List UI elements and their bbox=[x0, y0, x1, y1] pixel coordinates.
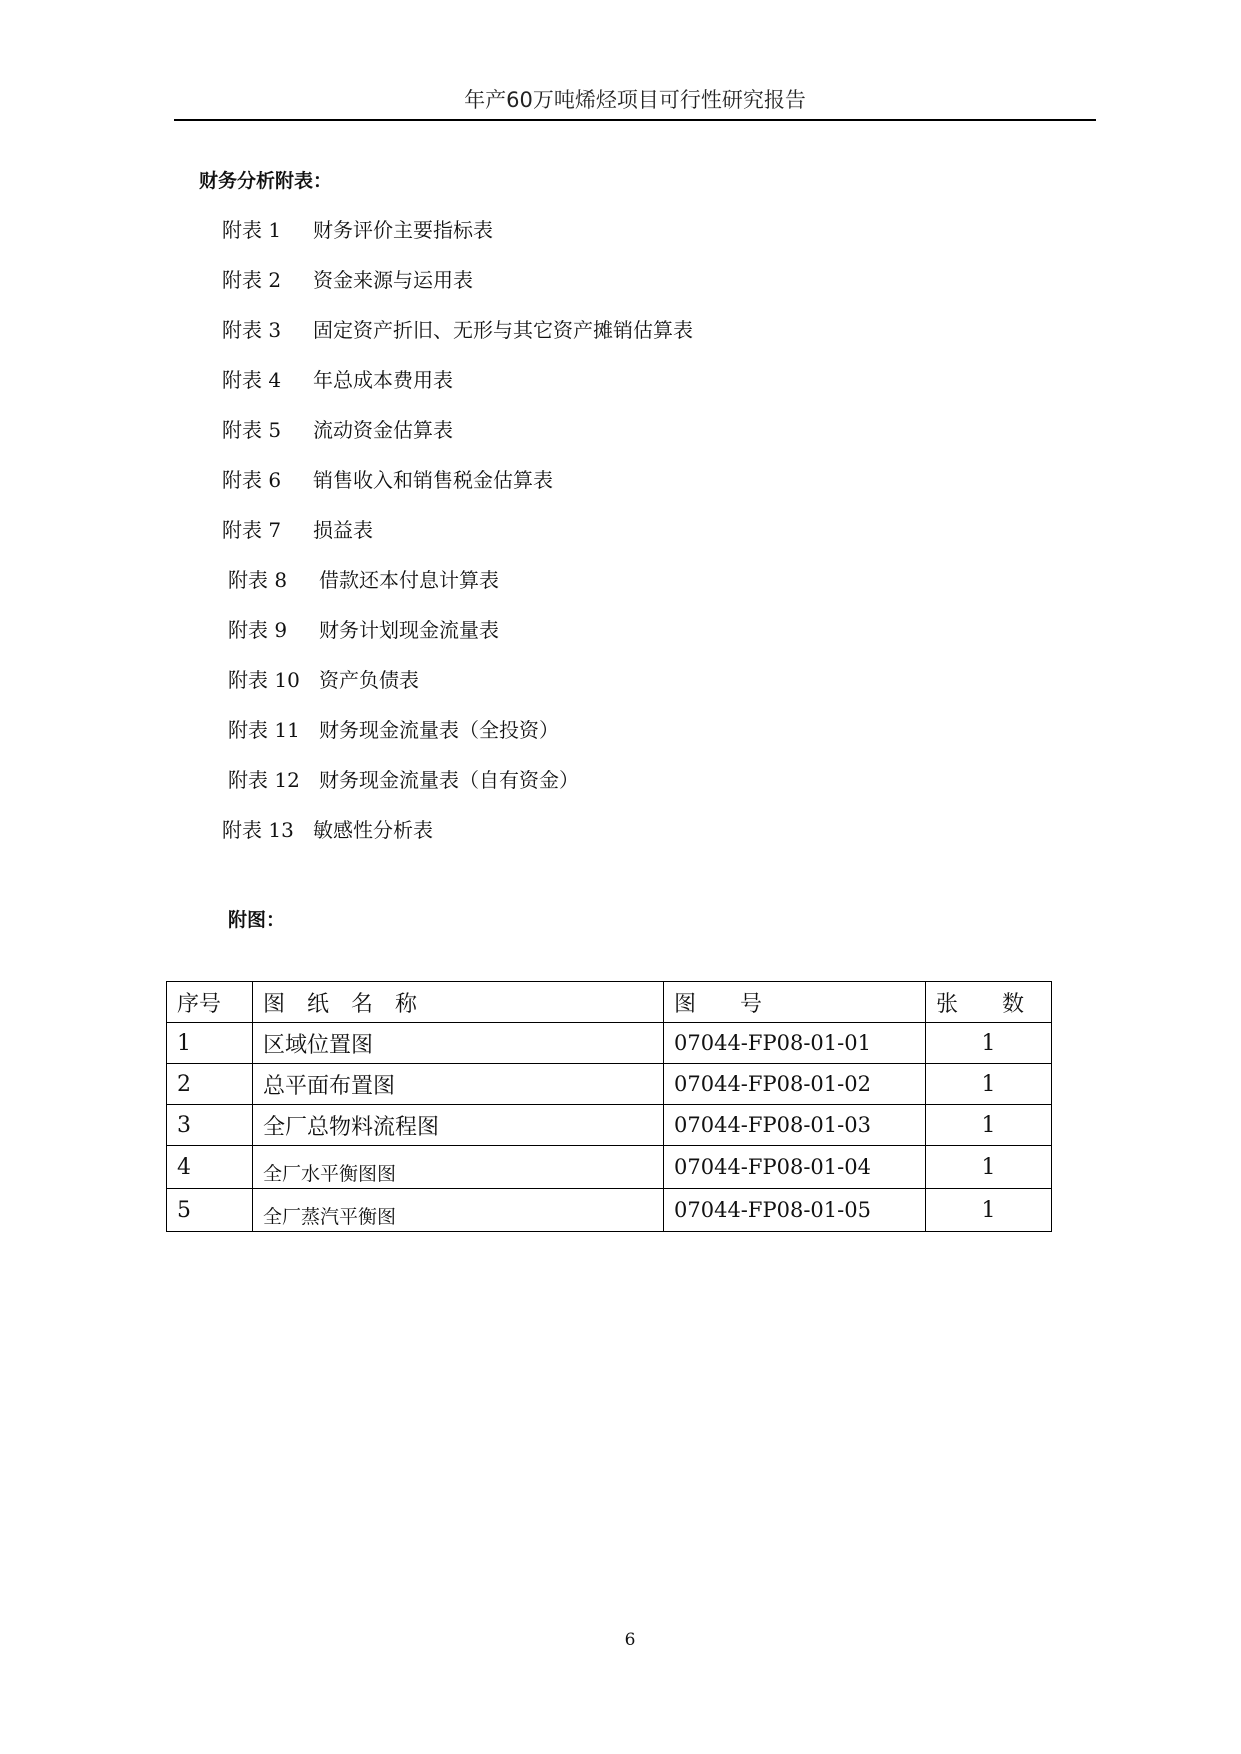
appendix-item-title: 资金来源与运用表 bbox=[313, 268, 473, 292]
table-row bbox=[167, 1105, 1052, 1146]
appendix-item-title: 销售收入和销售税金估算表 bbox=[313, 468, 553, 492]
cell-no: 4 bbox=[167, 1146, 253, 1189]
appendix-item-title: 固定资产折旧、无形与其它资产摊销估算表 bbox=[313, 318, 693, 342]
appendix-item-label: 附表 9 bbox=[228, 618, 288, 642]
page-header-title: 年产60万吨烯烃项目可行性研究报告 bbox=[464, 88, 806, 112]
table-row bbox=[167, 1023, 1052, 1064]
appendix-item-label: 附表 12 bbox=[228, 768, 300, 792]
appendix-item-label: 附表 11 bbox=[228, 718, 300, 742]
appendix-item-label: 附表 1 bbox=[222, 218, 282, 242]
cell-no: 5 bbox=[167, 1189, 253, 1232]
appendix-item-title: 财务计划现金流量表 bbox=[319, 618, 499, 642]
column-header-no: 序号 bbox=[167, 982, 253, 1023]
cell-code: 07044-FP08-01-04 bbox=[664, 1146, 926, 1189]
appendix-item-title: 损益表 bbox=[313, 518, 373, 542]
cell-code: 07044-FP08-01-03 bbox=[664, 1105, 926, 1146]
cell-name: 总平面布置图 bbox=[253, 1064, 664, 1105]
appendix-item-label: 附表 6 bbox=[222, 468, 282, 492]
table-header-row bbox=[167, 982, 1052, 1023]
appendix-item-title: 年总成本费用表 bbox=[313, 368, 453, 392]
cell-count: 1 bbox=[926, 1064, 1052, 1105]
column-header-name: 图 纸 名 称 bbox=[253, 982, 664, 1023]
cell-name: 全厂蒸汽平衡图 bbox=[253, 1189, 664, 1232]
appendix-item-label: 附表 7 bbox=[222, 518, 282, 542]
appendix-item-title: 资产负债表 bbox=[319, 668, 419, 692]
drawings-table bbox=[166, 981, 1052, 1232]
cell-code: 07044-FP08-01-02 bbox=[664, 1064, 926, 1105]
drawings-heading: 附图： bbox=[228, 909, 286, 931]
appendix-item-title: 财务现金流量表（全投资） bbox=[319, 718, 559, 742]
appendix-item-label: 附表 4 bbox=[222, 368, 282, 392]
appendix-item-title: 借款还本付息计算表 bbox=[319, 568, 499, 592]
table-row bbox=[167, 1146, 1052, 1189]
cell-no: 2 bbox=[167, 1064, 253, 1105]
appendix-item-label: 附表 8 bbox=[228, 568, 288, 592]
appendix-item-label: 附表 2 bbox=[222, 268, 282, 292]
table-row bbox=[167, 1189, 1052, 1232]
cell-code: 07044-FP08-01-05 bbox=[664, 1189, 926, 1232]
appendix-item-title: 财务现金流量表（自有资金） bbox=[319, 768, 579, 792]
column-header-count: 张 数 bbox=[926, 982, 1052, 1023]
header-rule bbox=[174, 119, 1096, 121]
cell-name: 全厂水平衡图图 bbox=[253, 1146, 664, 1189]
appendix-item-label: 附表 13 bbox=[222, 818, 294, 842]
cell-count: 1 bbox=[926, 1146, 1052, 1189]
appendix-item-label: 附表 3 bbox=[222, 318, 282, 342]
appendix-item-label: 附表 10 bbox=[228, 668, 300, 692]
appendix-item-title: 财务评价主要指标表 bbox=[313, 218, 493, 242]
appendix-item-title: 流动资金估算表 bbox=[313, 418, 453, 442]
appendix-item-title: 敏感性分析表 bbox=[313, 818, 433, 842]
cell-count: 1 bbox=[926, 1023, 1052, 1064]
appendix-item-label: 附表 5 bbox=[222, 418, 282, 442]
cell-count: 1 bbox=[926, 1105, 1052, 1146]
cell-code: 07044-FP08-01-01 bbox=[664, 1023, 926, 1064]
financial-appendix-heading: 财务分析附表： bbox=[199, 170, 333, 192]
cell-name: 区域位置图 bbox=[253, 1023, 664, 1064]
cell-no: 1 bbox=[167, 1023, 253, 1064]
cell-count: 1 bbox=[926, 1189, 1052, 1232]
column-header-code: 图 号 bbox=[664, 982, 926, 1023]
table-row bbox=[167, 1064, 1052, 1105]
cell-no: 3 bbox=[167, 1105, 253, 1146]
page-number: 6 bbox=[624, 1630, 636, 1650]
cell-name: 全厂总物料流程图 bbox=[253, 1105, 664, 1146]
